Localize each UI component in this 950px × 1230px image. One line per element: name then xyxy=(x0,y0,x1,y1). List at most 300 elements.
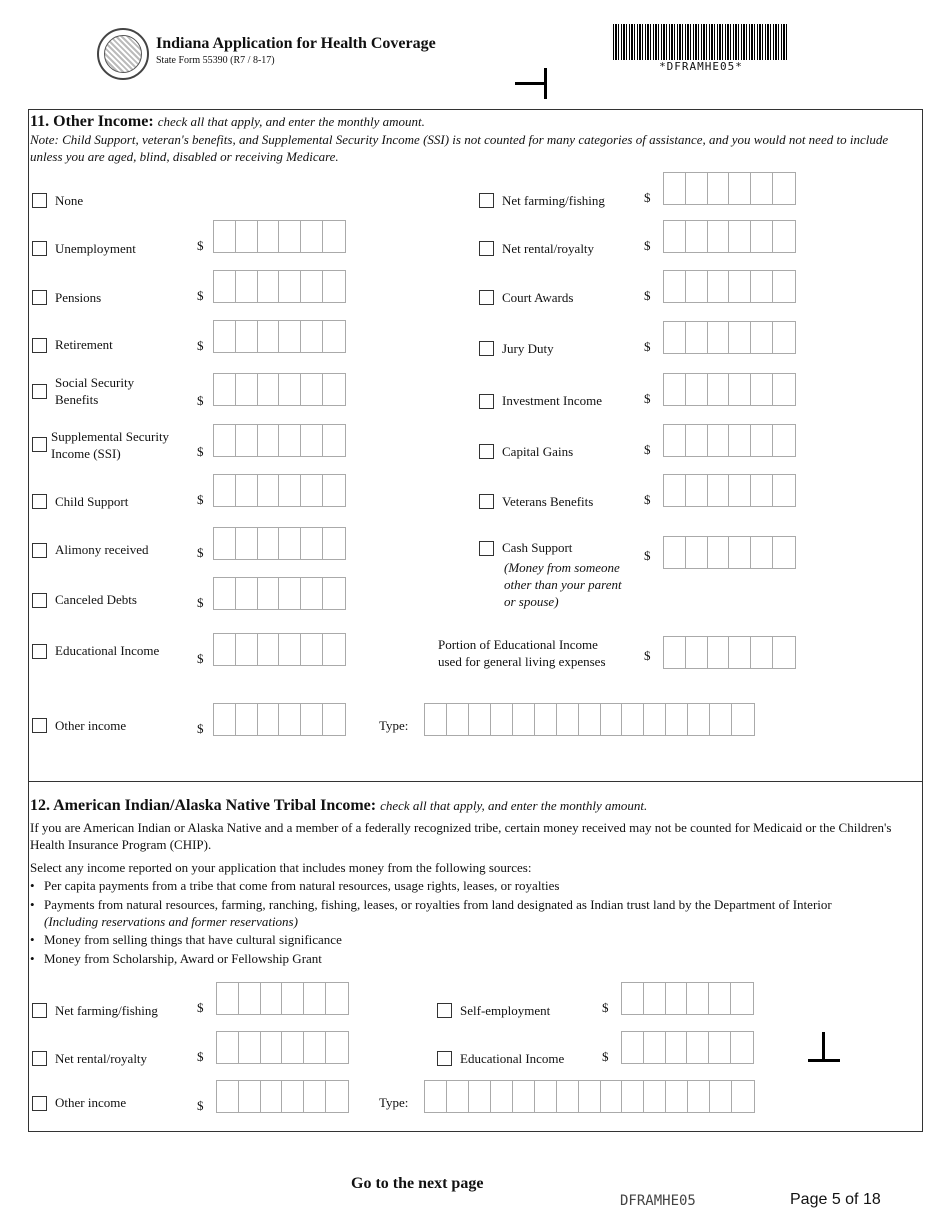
dollar-sign: $ xyxy=(644,190,651,205)
amount-income-10[interactable] xyxy=(213,703,346,736)
section-11-header xyxy=(30,113,920,165)
entry-cell[interactable] xyxy=(751,475,773,506)
section-11-heading: 11. Other Income: xyxy=(30,113,154,130)
bullet-2: • xyxy=(30,897,35,912)
amount-income-8[interactable] xyxy=(213,577,346,610)
entry-cell[interactable] xyxy=(236,271,258,302)
checkbox-income-right-3[interactable] xyxy=(479,341,494,356)
entry-cell[interactable] xyxy=(773,475,795,506)
entry-cell[interactable] xyxy=(304,983,326,1014)
entry-cell[interactable] xyxy=(773,537,795,568)
dollar-sign: $ xyxy=(197,651,204,666)
entry-cell[interactable] xyxy=(258,634,280,665)
entry-cell[interactable] xyxy=(279,634,301,665)
entry-cell[interactable] xyxy=(239,1081,261,1112)
entry-cell[interactable] xyxy=(709,983,731,1014)
entry-cell[interactable] xyxy=(279,271,301,302)
entry-cell[interactable] xyxy=(557,1081,579,1112)
label-income-right-0: Net farming/fishing xyxy=(502,193,605,208)
label-income-right-6: Veterans Benefits xyxy=(502,494,594,509)
entry-cell[interactable] xyxy=(301,321,323,352)
checkbox-income-0[interactable] xyxy=(32,193,47,208)
entry-cell[interactable] xyxy=(751,537,773,568)
dollar-sign: $ xyxy=(644,442,651,457)
entry-cell[interactable] xyxy=(535,704,557,735)
entry-cell[interactable] xyxy=(686,173,708,204)
amount-income-right-7[interactable] xyxy=(663,536,796,569)
entry-cell[interactable] xyxy=(236,425,258,456)
label-income-right-4: Investment Income xyxy=(502,393,602,408)
entry-cell[interactable] xyxy=(301,271,323,302)
checkbox-tribal-right-1[interactable] xyxy=(437,1051,452,1066)
dollar-sign: $ xyxy=(644,492,651,507)
entry-cell[interactable] xyxy=(666,704,688,735)
entry-cell[interactable] xyxy=(214,374,236,405)
dollar-sign: $ xyxy=(197,393,204,408)
entry-cell[interactable] xyxy=(664,637,686,668)
entry-cell[interactable] xyxy=(773,271,795,302)
label-income-right-1: Net rental/royalty xyxy=(502,241,595,256)
entry-cell[interactable] xyxy=(447,704,469,735)
entry-cell[interactable] xyxy=(282,1032,304,1063)
entry-cell[interactable] xyxy=(239,983,261,1014)
dollar-sign: $ xyxy=(197,238,204,253)
entry-cell[interactable] xyxy=(491,1081,513,1112)
entry-cell[interactable] xyxy=(301,475,323,506)
entry-cell[interactable] xyxy=(687,983,709,1014)
label-tribal-2: Other income xyxy=(55,1095,127,1110)
entry-cell[interactable] xyxy=(258,321,280,352)
entry-cell[interactable] xyxy=(729,271,751,302)
entry-cell[interactable] xyxy=(729,537,751,568)
entry-cell[interactable] xyxy=(708,271,730,302)
entry-cell[interactable] xyxy=(732,1081,754,1112)
entry-cell[interactable] xyxy=(535,1081,557,1112)
state-seal xyxy=(97,28,149,80)
entry-cell[interactable] xyxy=(236,374,258,405)
label-type: Type: xyxy=(379,1095,409,1110)
checkbox-income-right-4[interactable] xyxy=(479,394,494,409)
entry-cell[interactable] xyxy=(236,578,258,609)
entry-cell[interactable] xyxy=(279,425,301,456)
entry-cell[interactable] xyxy=(323,221,345,252)
entry-cell[interactable] xyxy=(301,578,323,609)
entry-cell[interactable] xyxy=(214,578,236,609)
entry-cell[interactable] xyxy=(258,271,280,302)
entry-cell[interactable] xyxy=(729,475,751,506)
entry-cell[interactable] xyxy=(644,1081,666,1112)
entry-cell[interactable] xyxy=(729,173,751,204)
dollar-sign: $ xyxy=(197,721,204,736)
entry-cell[interactable] xyxy=(304,1032,326,1063)
entry-cell[interactable] xyxy=(513,1081,535,1112)
entry-cell[interactable] xyxy=(513,704,535,735)
dollar-sign: $ xyxy=(644,339,651,354)
entry-cell[interactable] xyxy=(258,704,280,735)
entry-cell[interactable] xyxy=(323,271,345,302)
barcode xyxy=(613,24,789,60)
entry-cell[interactable] xyxy=(323,704,345,735)
go-to-next-page: Go to the next page xyxy=(351,1175,484,1192)
entry-cell[interactable] xyxy=(773,221,795,252)
entry-cell[interactable] xyxy=(664,475,686,506)
entry-cell[interactable] xyxy=(622,704,644,735)
entry-cell[interactable] xyxy=(751,637,773,668)
entry-cell[interactable] xyxy=(644,1032,666,1063)
entry-cell[interactable] xyxy=(688,1081,710,1112)
entry-cell[interactable] xyxy=(773,637,795,668)
entry-cell[interactable] xyxy=(557,704,579,735)
section-12-instruction: check all that apply, and enter the monthly amount. xyxy=(380,798,648,813)
entry-cell[interactable] xyxy=(622,1081,644,1112)
dollar-sign: $ xyxy=(197,595,204,610)
dollar-sign: $ xyxy=(644,648,651,663)
checkbox-tribal-1[interactable] xyxy=(32,1051,47,1066)
entry-cell[interactable] xyxy=(323,634,345,665)
label-income-right-3: Jury Duty xyxy=(502,341,554,356)
entry-cell[interactable] xyxy=(644,704,666,735)
label-income-2: Pensions xyxy=(55,290,102,305)
entry-cell[interactable] xyxy=(751,374,773,405)
entry-cell[interactable] xyxy=(258,475,280,506)
entry-cell[interactable] xyxy=(729,425,751,456)
entry-cell[interactable] xyxy=(708,173,730,204)
entry-cell[interactable] xyxy=(687,1032,709,1063)
label-income-7: Alimony received xyxy=(55,542,149,557)
entry-cell[interactable] xyxy=(279,475,301,506)
amount-income-9[interactable] xyxy=(213,633,346,666)
dollar-sign: $ xyxy=(197,1098,204,1113)
entry-cell[interactable] xyxy=(664,271,686,302)
entry-cell[interactable] xyxy=(491,704,513,735)
checkbox-income-6[interactable] xyxy=(32,494,47,509)
entry-cell[interactable] xyxy=(261,1032,283,1063)
bullet-3-text: Money from selling things that have cultural significance xyxy=(44,932,342,947)
entry-cell[interactable] xyxy=(261,983,283,1014)
entry-cell[interactable] xyxy=(323,475,345,506)
entry-cell[interactable] xyxy=(425,704,447,735)
amount-tribal-0[interactable] xyxy=(216,982,349,1015)
section-11-note: Note: Child Support, veteran's benefits, and Supplemental Security Income (SSI) is not counted for many categories of assistance, and you would not need to include unless you are aged, blind, disabled or receiving Medicare. xyxy=(30,132,889,164)
entry-cell[interactable] xyxy=(666,1032,688,1063)
entry-cell[interactable] xyxy=(731,983,753,1014)
amount-income-right-1[interactable] xyxy=(663,220,796,253)
entry-cell[interactable] xyxy=(664,173,686,204)
entry-cell[interactable] xyxy=(214,321,236,352)
entry-cell[interactable] xyxy=(323,374,345,405)
entry-cell[interactable] xyxy=(710,1081,732,1112)
cash-support-note: (Money from someone other than your parent or spouse) xyxy=(504,560,622,609)
entry-cell[interactable] xyxy=(709,1032,731,1063)
checkbox-income-4[interactable] xyxy=(32,384,47,399)
barcode-text: *DFRAMHE05* xyxy=(659,60,743,73)
entry-cell[interactable] xyxy=(686,425,708,456)
entry-cell[interactable] xyxy=(686,475,708,506)
entry-cell[interactable] xyxy=(686,221,708,252)
entry-cell[interactable] xyxy=(708,475,730,506)
entry-cell[interactable] xyxy=(686,537,708,568)
entry-cell[interactable] xyxy=(469,1081,491,1112)
entry-cell[interactable] xyxy=(236,704,258,735)
label-income-6: Child Support xyxy=(55,494,129,509)
checkbox-income-right-7[interactable] xyxy=(479,541,494,556)
entry-cell[interactable] xyxy=(731,1032,753,1063)
label-income-1: Unemployment xyxy=(55,241,136,256)
dollar-sign: $ xyxy=(644,548,651,563)
checkbox-income-right-2[interactable] xyxy=(479,290,494,305)
dollar-sign: $ xyxy=(197,1000,204,1015)
label-tribal-right-0: Self-employment xyxy=(460,1003,551,1018)
amount-income-1[interactable] xyxy=(213,220,346,253)
tribal-other-income-type[interactable] xyxy=(424,1080,755,1113)
entry-cell[interactable] xyxy=(664,374,686,405)
entry-cell[interactable] xyxy=(279,578,301,609)
entry-cell[interactable] xyxy=(644,983,666,1014)
checkbox-income-3[interactable] xyxy=(32,338,47,353)
entry-cell[interactable] xyxy=(217,1081,239,1112)
dollar-sign: $ xyxy=(644,288,651,303)
entry-cell[interactable] xyxy=(323,578,345,609)
entry-cell[interactable] xyxy=(279,221,301,252)
amount-income-3[interactable] xyxy=(213,320,346,353)
entry-cell[interactable] xyxy=(301,634,323,665)
entry-cell[interactable] xyxy=(236,475,258,506)
section-12-header xyxy=(30,797,920,815)
entry-cell[interactable] xyxy=(666,983,688,1014)
entry-cell[interactable] xyxy=(236,528,258,559)
entry-cell[interactable] xyxy=(686,271,708,302)
entry-cell[interactable] xyxy=(301,374,323,405)
amount-income-right-3[interactable] xyxy=(663,321,796,354)
amount-income-4[interactable] xyxy=(213,373,346,406)
entry-cell[interactable] xyxy=(708,425,730,456)
checkbox-income-9[interactable] xyxy=(32,644,47,659)
entry-cell[interactable] xyxy=(236,221,258,252)
entry-cell[interactable] xyxy=(729,322,751,353)
label-income-right-7: Cash Support xyxy=(502,540,573,555)
entry-cell[interactable] xyxy=(258,221,280,252)
entry-cell[interactable] xyxy=(258,528,280,559)
entry-cell[interactable] xyxy=(708,537,730,568)
entry-cell[interactable] xyxy=(301,528,323,559)
bullet-2-note: (Including reservations and former reservations) xyxy=(44,914,298,929)
label-income-0: None xyxy=(55,193,84,208)
form-number: State Form 55390 (R7 / 8-17) xyxy=(156,55,275,66)
amount-income-5[interactable] xyxy=(213,424,346,457)
entry-cell[interactable] xyxy=(301,425,323,456)
entry-cell[interactable] xyxy=(469,704,491,735)
entry-cell[interactable] xyxy=(579,1081,601,1112)
amount-income-right-5[interactable] xyxy=(663,424,796,457)
entry-cell[interactable] xyxy=(664,537,686,568)
entry-cell[interactable] xyxy=(666,1081,688,1112)
entry-cell[interactable] xyxy=(217,983,239,1014)
entry-cell[interactable] xyxy=(708,637,730,668)
bullet-4: • xyxy=(30,951,35,966)
entry-cell[interactable] xyxy=(751,425,773,456)
entry-cell[interactable] xyxy=(279,374,301,405)
checkbox-income-5[interactable] xyxy=(32,437,47,452)
registration-mark-top xyxy=(515,82,547,85)
entry-cell[interactable] xyxy=(214,425,236,456)
form-title: Indiana Application for Health Coverage xyxy=(156,35,436,52)
form-code: DFRAMHE05 xyxy=(620,1193,696,1209)
entry-cell[interactable] xyxy=(323,321,345,352)
dollar-sign: $ xyxy=(197,288,204,303)
bullet-2-text: Payments from natural resources, farming, ranching, fishing, leases, or royalties from land designated as Indian trust land by the Department of Interior xyxy=(44,897,832,912)
entry-cell[interactable] xyxy=(279,321,301,352)
entry-cell[interactable] xyxy=(282,1081,304,1112)
label-income-5: Supplemental Security Income (SSI) xyxy=(51,429,170,461)
label-income-10: Other income xyxy=(55,718,127,733)
checkbox-income-8[interactable] xyxy=(32,593,47,608)
entry-cell[interactable] xyxy=(425,1081,447,1112)
checkbox-income-2[interactable] xyxy=(32,290,47,305)
entry-cell[interactable] xyxy=(732,704,754,735)
label-tribal-0: Net farming/fishing xyxy=(55,1003,158,1018)
entry-cell[interactable] xyxy=(214,528,236,559)
amount-tribal-1[interactable] xyxy=(216,1031,349,1064)
label-type: Type: xyxy=(379,718,409,733)
checkbox-income-right-5[interactable] xyxy=(479,444,494,459)
section-12-intro: If you are American Indian or Alaska Native and a member of a federally recognized tribe, certain money received may not be counted for Medicaid or the Children's Health Insurance Program (CHIP). xyxy=(30,820,892,852)
section-12-heading: 12. American Indian/Alaska Native Tribal Income: xyxy=(30,797,377,814)
entry-cell[interactable] xyxy=(773,173,795,204)
entry-cell[interactable] xyxy=(729,637,751,668)
bullet-3: • xyxy=(30,932,35,947)
amount-income-right-2[interactable] xyxy=(663,270,796,303)
entry-cell[interactable] xyxy=(751,271,773,302)
section-11-instruction: check all that apply, and enter the monthly amount. xyxy=(157,114,425,129)
registration-mark-bottom-base xyxy=(808,1059,840,1062)
entry-cell[interactable] xyxy=(323,528,345,559)
label-tribal-right-1: Educational Income xyxy=(460,1051,565,1066)
entry-cell[interactable] xyxy=(217,1032,239,1063)
entry-cell[interactable] xyxy=(601,704,623,735)
entry-cell[interactable] xyxy=(729,221,751,252)
entry-cell[interactable] xyxy=(258,425,280,456)
entry-cell[interactable] xyxy=(708,221,730,252)
checkbox-income-7[interactable] xyxy=(32,543,47,558)
entry-cell[interactable] xyxy=(751,173,773,204)
label-income-right-5: Capital Gains xyxy=(502,444,574,459)
label-income-9: Educational Income xyxy=(55,643,160,658)
entry-cell[interactable] xyxy=(214,634,236,665)
entry-cell[interactable] xyxy=(301,704,323,735)
label-tribal-1: Net rental/royalty xyxy=(55,1051,148,1066)
checkbox-income-right-1[interactable] xyxy=(479,241,494,256)
label-income-8: Canceled Debts xyxy=(55,592,137,607)
entry-cell[interactable] xyxy=(686,637,708,668)
label-income-4: Social Security Benefits xyxy=(55,375,135,407)
entry-cell[interactable] xyxy=(751,322,773,353)
checkbox-tribal-2[interactable] xyxy=(32,1096,47,1111)
entry-cell[interactable] xyxy=(773,322,795,353)
amount-tribal-2[interactable] xyxy=(216,1080,349,1113)
entry-cell[interactable] xyxy=(326,1081,348,1112)
label-portion-educational-income: Portion of Educational Income used for general living expenses xyxy=(438,637,606,669)
entry-cell[interactable] xyxy=(708,322,730,353)
bullet-4-text: Money from Scholarship, Award or Fellowship Grant xyxy=(44,951,322,966)
amount-tribal-right-1[interactable] xyxy=(621,1031,754,1064)
entry-cell[interactable] xyxy=(601,1081,623,1112)
bullet-1-text: Per capita payments from a tribe that come from natural resources, usage rights, leases, or royalties xyxy=(44,878,560,893)
entry-cell[interactable] xyxy=(447,1081,469,1112)
entry-cell[interactable] xyxy=(326,1032,348,1063)
bullet-1: • xyxy=(30,878,35,893)
entry-cell[interactable] xyxy=(579,704,601,735)
label-income-right-2: Court Awards xyxy=(502,290,574,305)
entry-cell[interactable] xyxy=(236,321,258,352)
entry-cell[interactable] xyxy=(622,983,644,1014)
entry-cell[interactable] xyxy=(710,704,732,735)
dollar-sign: $ xyxy=(644,391,651,406)
entry-cell[interactable] xyxy=(323,425,345,456)
dollar-sign: $ xyxy=(602,1000,609,1015)
dollar-sign: $ xyxy=(197,338,204,353)
entry-cell[interactable] xyxy=(214,221,236,252)
entry-cell[interactable] xyxy=(304,1081,326,1112)
checkbox-income-right-6[interactable] xyxy=(479,494,494,509)
entry-cell[interactable] xyxy=(261,1081,283,1112)
entry-cell[interactable] xyxy=(282,983,304,1014)
amount-income-right-4[interactable] xyxy=(663,373,796,406)
entry-cell[interactable] xyxy=(236,634,258,665)
amount-income-6[interactable] xyxy=(213,474,346,507)
entry-cell[interactable] xyxy=(664,425,686,456)
entry-cell[interactable] xyxy=(686,374,708,405)
entry-cell[interactable] xyxy=(751,221,773,252)
entry-cell[interactable] xyxy=(622,1032,644,1063)
dollar-sign: $ xyxy=(602,1049,609,1064)
dollar-sign: $ xyxy=(644,238,651,253)
entry-cell[interactable] xyxy=(214,475,236,506)
amount-income-7[interactable] xyxy=(213,527,346,560)
entry-cell[interactable] xyxy=(239,1032,261,1063)
checkbox-income-10[interactable] xyxy=(32,718,47,733)
amount-tribal-right-0[interactable] xyxy=(621,982,754,1015)
entry-cell[interactable] xyxy=(214,704,236,735)
entry-cell[interactable] xyxy=(279,704,301,735)
entry-cell[interactable] xyxy=(301,221,323,252)
entry-cell[interactable] xyxy=(258,578,280,609)
page-number: Page 5 of 18 xyxy=(790,1191,881,1208)
checkbox-income-right-0[interactable] xyxy=(479,193,494,208)
checkbox-tribal-0[interactable] xyxy=(32,1003,47,1018)
other-income-type[interactable] xyxy=(424,703,755,736)
entry-cell[interactable] xyxy=(326,983,348,1014)
checkbox-income-1[interactable] xyxy=(32,241,47,256)
entry-cell[interactable] xyxy=(214,271,236,302)
entry-cell[interactable] xyxy=(686,322,708,353)
amount-income-2[interactable] xyxy=(213,270,346,303)
entry-cell[interactable] xyxy=(708,374,730,405)
entry-cell[interactable] xyxy=(279,528,301,559)
section-12-select-text: Select any income reported on your application that includes money from the following sources: xyxy=(30,860,532,875)
checkbox-tribal-right-0[interactable] xyxy=(437,1003,452,1018)
amount-portion-educational-income[interactable] xyxy=(663,636,796,669)
entry-cell[interactable] xyxy=(664,221,686,252)
entry-cell[interactable] xyxy=(773,425,795,456)
entry-cell[interactable] xyxy=(664,322,686,353)
entry-cell[interactable] xyxy=(258,374,280,405)
registration-mark-bottom xyxy=(822,1032,825,1062)
entry-cell[interactable] xyxy=(729,374,751,405)
amount-income-right-6[interactable] xyxy=(663,474,796,507)
amount-income-right-0[interactable] xyxy=(663,172,796,205)
entry-cell[interactable] xyxy=(773,374,795,405)
entry-cell[interactable] xyxy=(688,704,710,735)
